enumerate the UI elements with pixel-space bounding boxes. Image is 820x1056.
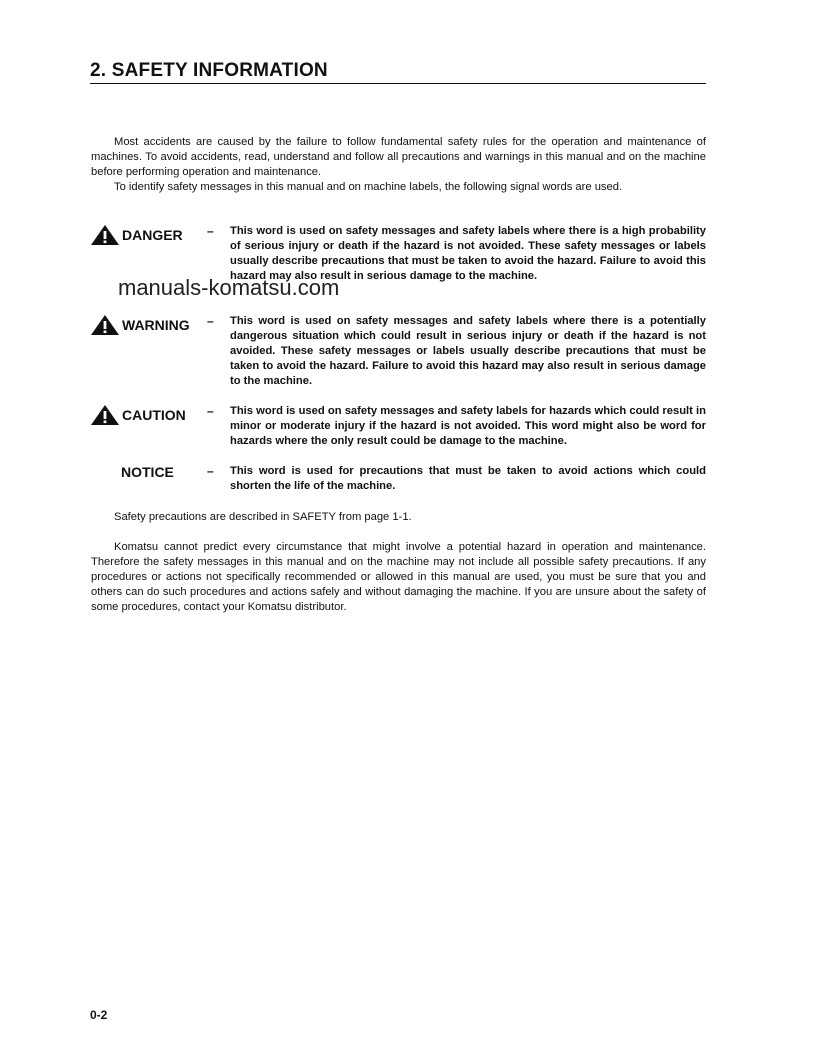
closing-paragraph: Komatsu cannot predict every circumstance that might involve a potential hazard in operation and maintenance. Therefore the safety messages in this manual and on the machine may not include all possible safety precautions. If any procedures or actions not specifically recommended or allowed in this manual are used, you must be sure that you and others can do such procedures and actions safely and without damaging the machine. If you are unsure about the safety of some procedures, contact your Komatsu distributor. [91,541,706,613]
danger-dash: – [207,224,214,238]
warning-triangle-icon [90,404,120,426]
safety-reference: Safety precautions are described in SAFETY from page 1-1. [114,511,412,523]
warning-label [90,314,190,336]
danger-label [90,224,183,246]
watermark-text: manuals-komatsu.com [118,275,340,300]
warning-description: This word is used on safety messages and safety labels where there is a potentially dangerous situation which could result in serious injury or death if the hazard is not avoided. These safety messages or labels usually describe precautions that must be taken to avoid the hazard. Failure to avoid this hazard may also result in serious damage to the machine. [230,315,706,387]
warning-triangle-icon [90,224,120,246]
caution-description: This word is used on safety messages and safety labels for hazards which could result in minor or moderate injury if the hazard is not avoided. This word might also be word for hazards where the only result could be damage to the machine. [230,405,706,447]
danger-label-text: DANGER [122,227,183,243]
notice-description: This word is used for precautions that must be taken to avoid actions which could shorten the life of the machine. [230,465,706,492]
notice-label [121,464,174,480]
danger-description: This word is used on safety messages and safety labels where there is a high probability of serious injury or death if the hazard is not avoided. These safety messages or labels usually describe precautions that must be taken to avoid the hazard. Failure to avoid this hazard may also result in serious damage to the machine. [230,225,706,282]
caution-dash: – [207,404,214,418]
page-title: 2. SAFETY INFORMATION [90,60,706,84]
caution-label [90,404,186,426]
notice-label-text: NOTICE [121,464,174,480]
signal-words-intro: To identify safety messages in this manual and on machine labels, the following signal words are used. [114,181,623,193]
warning-label-text: WARNING [122,317,190,333]
warning-triangle-icon [90,314,120,336]
intro-paragraph: Most accidents are caused by the failure to follow fundamental safety rules for the operation and maintenance of machines. To avoid accidents, read, understand and follow all precautions and warnings in this manual and on the machine before performing operation and maintenance. [91,136,706,178]
page-number: 0-2 [90,1008,108,1022]
caution-label-text: CAUTION [122,407,186,423]
notice-dash: – [207,464,214,478]
warning-dash: – [207,314,214,328]
